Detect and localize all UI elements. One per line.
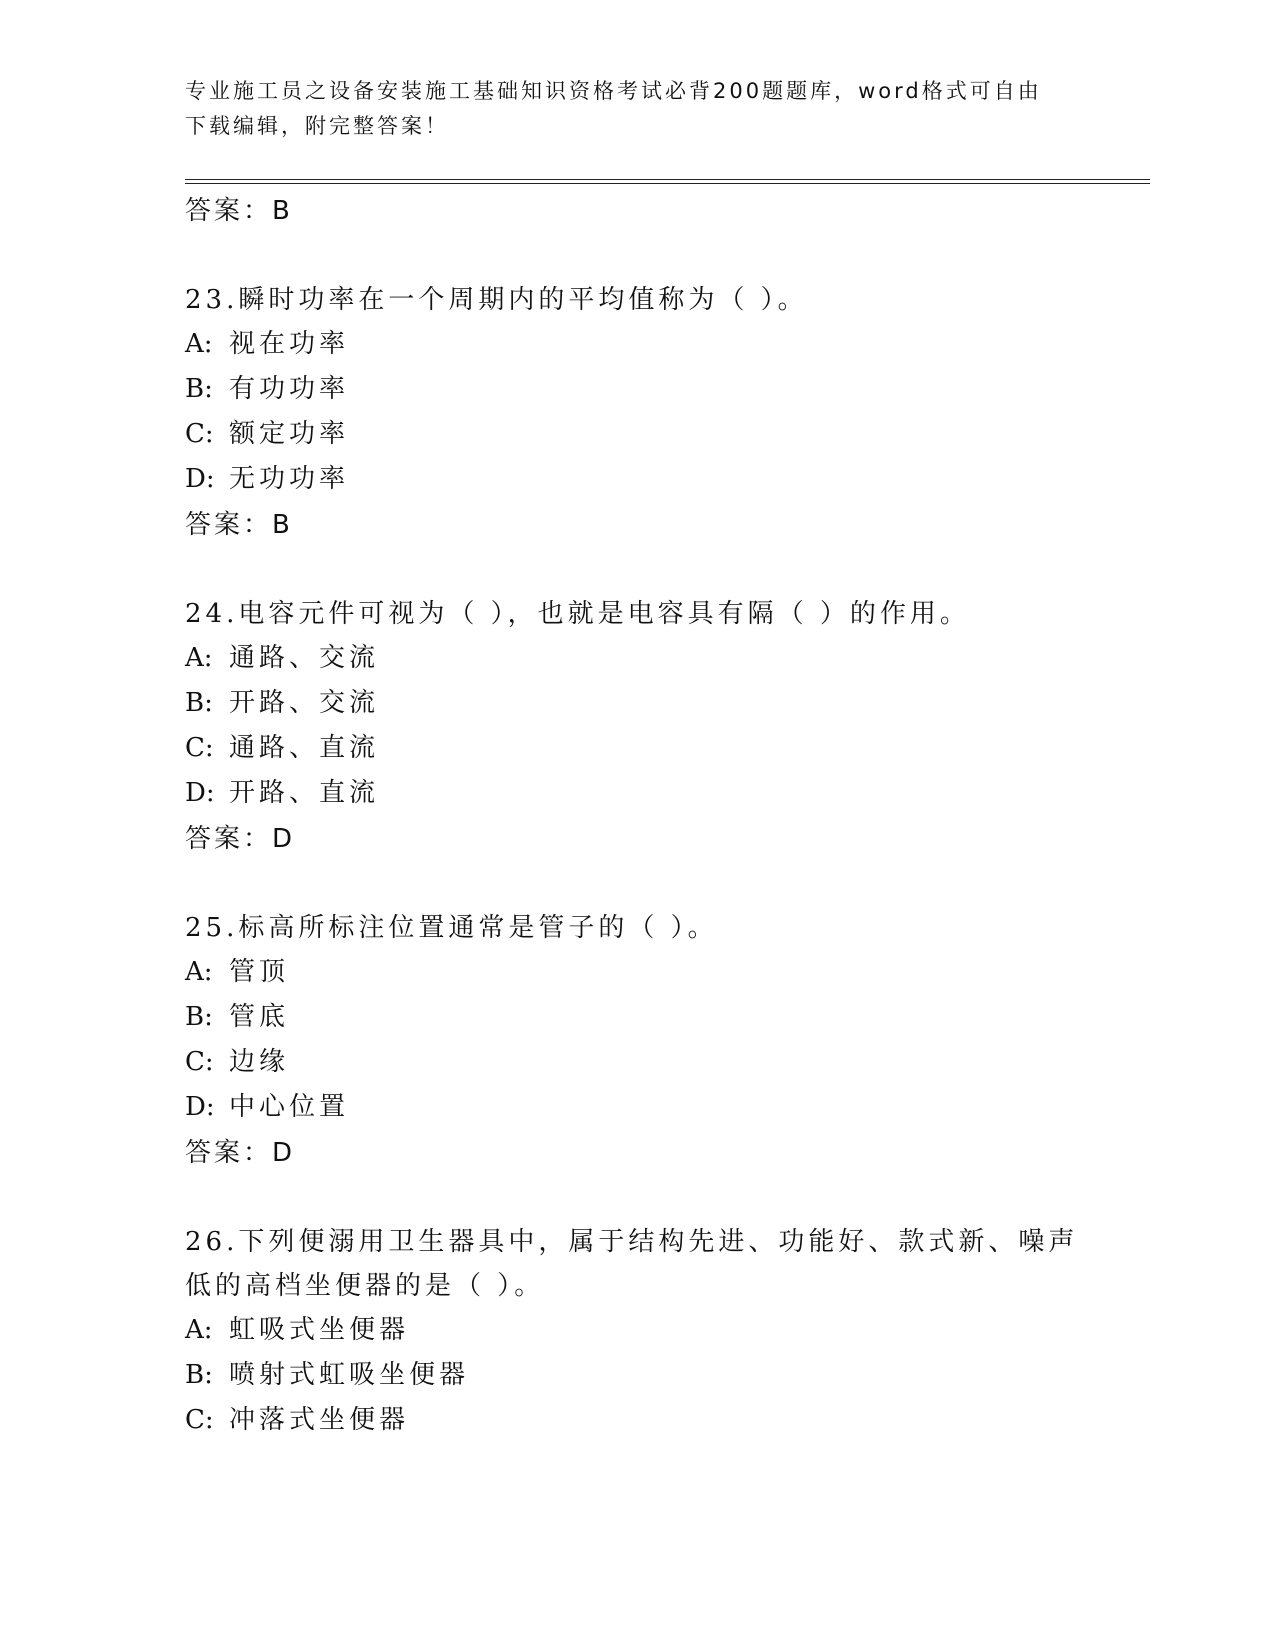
option-text: 边缘 [229,1047,290,1077]
option-letter: A: [185,643,213,673]
option-letter: A: [185,1315,213,1345]
option-letter: C: [185,733,214,763]
option-text: 冲落式坐便器 [229,1405,410,1435]
question-26 [185,1220,1085,1443]
question-list [185,188,1085,1443]
option-text: 视在功率 [229,329,350,359]
option-d [185,1085,1085,1130]
option-text: 额定功率 [229,419,350,449]
option-text: 有功功率 [229,374,350,404]
option-c [185,1398,1085,1443]
option-text: 开路、交流 [229,688,380,718]
option-d [185,771,1085,816]
question-stem: 24.电容元件可视为（ ），也就是电容具有隔（ ）的作用。 [185,599,970,629]
option-letter: D: [185,464,215,494]
question-stem: 26.下列便溺用卫生器具中，属于结构先进、功能好、款式新、噪声低的高档坐便器的是（ ）。 [185,1227,1079,1301]
option-a [185,1308,1085,1353]
option-text: 虹吸式坐便器 [229,1315,410,1345]
option-text: 通路、直流 [229,733,380,763]
option-letter: B: [185,374,213,404]
option-letter: B: [185,1360,213,1390]
previous-answer: 答案：B [185,196,293,226]
option-text: 喷射式虹吸坐便器 [229,1360,470,1390]
option-a [185,636,1085,681]
option-letter: B: [185,1002,213,1032]
option-letter: C: [185,1047,214,1077]
option-letter: C: [185,419,214,449]
answer-line: 答案：D [185,824,296,854]
option-letter: A: [185,329,213,359]
option-b [185,367,1085,412]
option-d [185,457,1085,502]
option-c [185,1040,1085,1085]
question-stem: 25.标高所标注位置通常是管子的（ ）。 [185,913,718,943]
option-text: 中心位置 [229,1092,350,1122]
answer-line: 答案：B [185,510,293,540]
question-stem: 23.瞬时功率在一个周期内的平均值称为（ ）。 [185,285,808,315]
option-b [185,1353,1085,1398]
header-divider-bottom [185,183,1150,184]
option-text: 管顶 [229,957,290,987]
option-a [185,322,1085,367]
option-c [185,726,1085,771]
option-letter: B: [185,688,213,718]
option-text: 开路、直流 [229,778,380,808]
option-text: 管底 [229,1002,290,1032]
option-text: 无功功率 [229,464,350,494]
question-25 [185,906,1085,1176]
option-b [185,681,1085,726]
option-text: 通路、交流 [229,643,380,673]
option-a [185,950,1085,995]
question-23 [185,278,1085,548]
answer-line: 答案：D [185,1138,296,1168]
document-header: 专业施工员之设备安装施工基础知识资格考试必背200题题库，word格式可自由下载编辑，附完整答案！ [185,79,1042,138]
option-letter: D: [185,778,215,808]
option-letter: D: [185,1092,215,1122]
question-24 [185,592,1085,862]
option-letter: A: [185,957,213,987]
option-letter: C: [185,1405,214,1435]
option-b [185,995,1085,1040]
header-divider-top [185,179,1150,180]
option-c [185,412,1085,457]
